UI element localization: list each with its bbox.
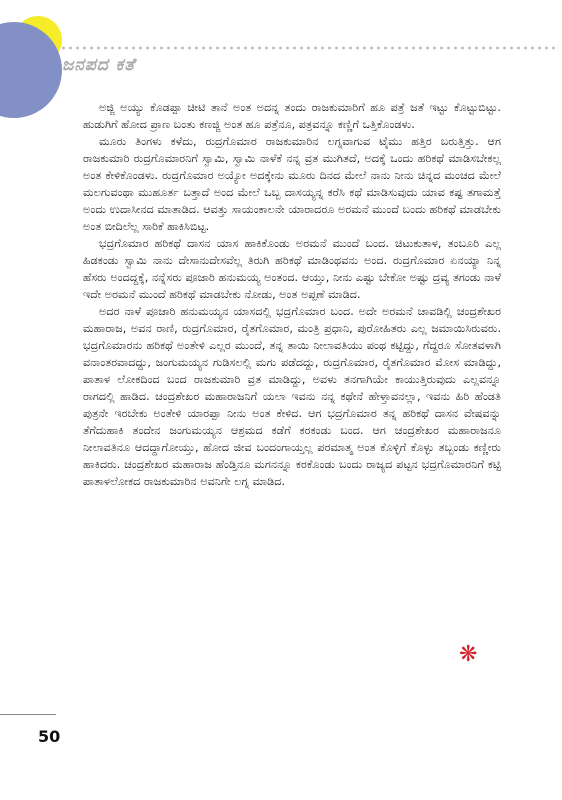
- section-title: ಜನಪದ ಕತೆ: [62, 55, 136, 75]
- paragraph: ಮೂರು ತಿಂಗಳು ಕಳೆದು, ರುದ್ರಗೊಮಾರ ರಾಜಕುಮಾರಿನ ಲಗ್ನವಾಗುವ ಟೈಮು ಹತ್ತಿರ ಬರುತ್ತಿತ್ತು. ಆಗ ರಾಜಕುಮಾರಿ ರುದ್ರಗೊಮಾರನಿಗೆ ಸ್ವಾಮಿ, ಸ್ವಾಮಿ ನಾಳೆಕೆ ನನ್ನ ವ್ರತ ಮುಗಿತದೆ, ಅದಕ್ಕೆ ಒಂದು ಹರಿಕಥೆ ಮಾಡಿಸಬೇಕಲ್ಲ ಅಂತ ಕೇಳಿಕೊಂಡಳು. ರುದ್ರಗೊಮಾರ ಅಯ್ಯೋ ಅದಕ್ಕೇನು ಮೂರು ದಿನದ ಮೇಲೆ ನಾನು ನೀನು ಚಿನ್ನದ ಮಂಚದ ಮೇಲೆ ಮಲಗುವಂಥಾ ಮುಹೂರ್ತ ಬತ್ತಾದೆ ಅಂದ ಮೇಲೆ ಒಬ್ಬ ದಾಸಯ್ಯನ್ನ ಕರೆಸಿ ಕಥೆ ಮಾಡಿಸುವುದು ಯಾವ ಕಷ್ಟ ತಗಾಮತ್ತೆ ಅಂದು ಉದಾಸೀನದ ಮಾತಾಡಿದ. ಆವತ್ತು ಸಾಯಂಕಾಲನೇ ಯಾರಾದರೂ ಅರಮನೆ ಮುಂದೆ ಬಂದು ಹರಿಕಥೆ ಮಾಡಬೇಕು ಅಂತ ಬೀದಿಲೆಲ್ಲ ಸಾರಿಕೆ ಹಾಕಿಸಿಬಿಟ್ಟ.: [83, 135, 501, 233]
- paragraph: ಅಜ್ಜಿ ಅಯ್ಯು ಕೊಡಪ್ಪಾ ಚೀಟಿ ತಾನೆ ಅಂತ ಅದನ್ನ ತಂದು ರಾಜಕುಮಾರಿಗೆ ಹೂ ಪತ್ರೆ ಜತೆ ಇಟ್ಟು ಕೊಟ್ಟುಬಿಟ್ಟು. ಹುಡುಗಿಗೆ ಹೋದ ಪ್ರಾಣ ಬಂತು ಕಣಜ್ಜಿ ಅಂತ ಹೂ ಪತ್ರೆನೂ, ಪತ್ರವನ್ನೂ ಕಣ್ಣಿಗೆ ಒತ್ತಿಕೊಂಡಳು.: [83, 101, 501, 131]
- story-body: [83, 99, 501, 490]
- page-number: 50: [38, 727, 61, 746]
- paragraph: ಅದರ ನಾಳೆ ಪೂಜಾರಿ ಹನುಮಯ್ಯನ ಯಾಸದಲ್ಲಿ ಭದ್ರಗೊಮಾರ ಬಂದ. ಅದೇ ಅರಮನೆ ಚಾವಡಿಲ್ಲಿ ಚಂದ್ರಶೇಖರ ಮಹಾರಾಜ, ಅವನ ರಾಣಿ, ರುದ್ರಗೊಮಾರ, ರೈತಗೊಮಾರ, ಮಂತ್ರಿ ಪ್ರಧಾನಿ, ಪುರೋಹಿತರು ಎಲ್ಲ ಜಮಾಯಿಸಿರುವರು. ಭದ್ರಗೊಮಾರನು ಹರಿಕಥೆ ಅಂತೇಳಿ ಎಲ್ಲರ ಮುಂದೆ, ತನ್ನ ತಾಯಿ ನೀಲಾವತಿಯು ಪಂಥ ಕಟ್ಟಿದ್ದು, ಗೆದ್ದರೂ ಸೋತವಳಾಗಿ ವನಾಂತರವಾದದ್ದು, ಜಂಗುಮಯ್ಯನ ಗುಡಿಸಲಲ್ಲಿ ಮಗು ಪಡೆದದ್ದು, ರುದ್ರಗೊಮಾರ, ರೈತಗೊಮಾರ ಮೋಸ ಮಾಡಿದ್ದು, ಪಾತಾಳ ಲೋಕದಿಂದ ಬಂದ ರಾಜಕುಮಾರಿ ವ್ರತ ಮಾಡಿದ್ದು, ಅವಳು ತನಗಾಗಿಯೇ ಕಾಯುತ್ತಿರುವುದು ಎಲ್ಲವನ್ನೂ ರಾಗದಲ್ಲಿ ಹಾಡಿದ. ಚಂದ್ರಶೇಖರ ಮಹಾರಾಜನಿಗೆ ಯಲಾ ಇವನು ನನ್ನ ಕಥೇನೆ ಹೇಳ್ತಾವನಲ್ಲಾ, ಇವನು ಹಿರಿ ಹೆಂಡತಿ ಪುತ್ರನೇ ಇರಬೇಕು ಅಂತೇಳಿ ಯಾರಪ್ಪಾ ನೀನು ಅಂತ ಕೇಳಿದ. ಆಗ ಭದ್ರಗೊಮಾರ ತನ್ನ ಹರಿಕಥೆ ದಾಸನ ವೇಷವನ್ನು ತೆಗೆದುಹಾಕಿ ತಂದೇನ ಜಂಗುಮಯ್ಯನ ಆಶ್ರಮದ ಕಡೆಗೆ ಕರಕಂಡು ಬಂದ. ಆಗ ಚಂದ್ರಶೇಖರ ಮಹಾರಾಜನೂ ನೀಲಾವತಿನೂ ಆದದ್ದಾಗೋಯ್ತು, ಹೋದ ಜೀವ ಬಂದಂಗಾಯ್ತಲ್ಲ ಪರಮಾತ್ಮ ಅಂತ ಕೊಳ್ಳಿಗೆ ಕೊಳ್ಳು ತಬ್ಬಂಡು ಕಣ್ಣೀರು ಹಾಕಿದರು. ಚಂದ್ರಶೇಖರ ಮಹಾರಾಜ ಹೆಂಡ್ತಿನೂ ಮಗನನ್ನೂ ಕರಕೊಂಡು ಬಂದು ರಾಜ್ಯದ ಪಟ್ಟನ ಭದ್ರಗೊಮಾರನಿಗೆ ಕಟ್ಟಿ ಪಾತಾಳಲೋಕದ ರಾಜಕುಮಾರಿನ ಅವನಿಗೇ ಲಗ್ನ ಮಾಡಿದ.: [83, 305, 501, 488]
- dotted-rule: [60, 46, 558, 50]
- asterisk-flower-icon: ❋: [459, 642, 478, 667]
- paragraph: ಭದ್ರಗೊಮಾರ ಹರಿಕಥೆ ದಾಸನ ಯಾಸ ಹಾಕಿಕೊಂಡು ಅರಮನೆ ಮುಂದೆ ಬಂದ. ಚಿಟುಕುತಾಳ, ತಂಬೂರಿ ಎಲ್ಲ ಹಿಡಕಂಡು ಸ್ವಾಮಿ ನಾನು ದೇಸಾನುದೇಸವೆಲ್ಲ ತಿರುಗಿ ಹರಿಕಥೆ ಮಾಡಿಂಥವನು ಅಂದ. ರುದ್ರಗೊಮಾರ ಏನಯ್ಯಾ ನಿನ್ನ ಹೆಸರು ಅಂದದ್ದಕ್ಕೆ, ನನ್ನೆಸರು ಪೂಜಾರಿ ಹನುಮಯ್ಯ ಅಂತಂದ. ಆಯ್ತು, ನೀನು ಎಷ್ಟು ಬೇಕೋ ಅಷ್ಟು ದ್ರವ್ಯ ತಗಂಡು ನಾಳೆ ಇದೇ ಅರಮನೆ ಮುಂದೆ ಹರಿಕಥೆ ಮಾಡಬೇಕು ನೋಡು, ಅಂತ ಅಪ್ಪಣೆ ಮಾಡಿದ.: [83, 237, 501, 301]
- footer-rule: [0, 714, 56, 715]
